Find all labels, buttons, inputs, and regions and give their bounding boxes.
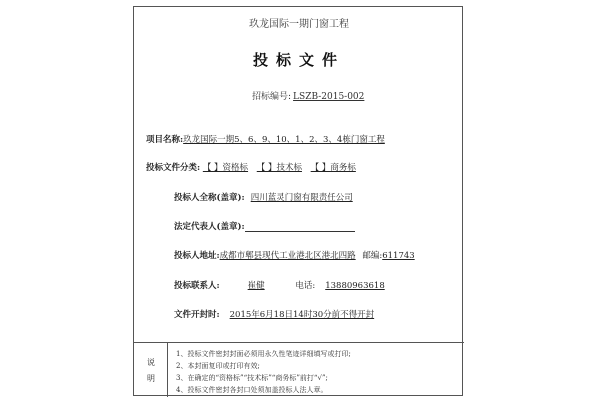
category-commercial: 【 】商务标 (310, 163, 356, 173)
document-page (133, 6, 463, 396)
opening-label: 文件开封时: (174, 310, 220, 320)
bidder-label: 投标人全称(盖章): (174, 193, 245, 203)
notes-side (134, 343, 168, 397)
postcode-label: 邮编: (362, 251, 383, 261)
note-item: 1、投标文件密封封面必须用永久性笔迹详细填写或打印; (176, 350, 351, 358)
contact-row (174, 279, 395, 291)
notes-box (134, 342, 464, 397)
bid-number-value: LSZB-2015-002 (293, 92, 365, 102)
note-item: 2、本封面复印或打印有效; (176, 362, 260, 370)
contact-value: 崔健 (247, 281, 265, 291)
header-title: 玖龙国际一期门窗工程 (249, 19, 349, 30)
bidder-value: 四川蓝灵门窗有限责任公司 (250, 193, 353, 203)
bid-number-row (252, 89, 364, 102)
contact-label: 投标联系人: (174, 281, 220, 291)
bid-number-label: 招标编号: (252, 92, 292, 102)
note-item: 3、在确定的“资格标”“技术标”“商务标”前打“√”; (176, 374, 328, 382)
project-label: 项目名称: (146, 135, 184, 145)
address-label: 投标人地址: (174, 251, 220, 261)
category-qualification: 【 】资格标 (202, 163, 249, 173)
legal-rep-blank (245, 222, 355, 232)
project-row (146, 133, 385, 145)
opening-row (174, 308, 384, 320)
category-technical: 【 】技术标 (256, 163, 302, 173)
phone-label: 电话: (295, 281, 316, 291)
address-row (174, 249, 415, 261)
note-item: 4、投标文件密封各封口处须加盖投标人法人章。 (176, 386, 328, 394)
address-value: 成都市郫县现代工业港北区港北四路 (219, 251, 356, 261)
project-value: 玖龙国际一期5、6、9、10、1、2、3、4栋门窗工程 (183, 135, 385, 145)
main-title: 投标文件 (252, 51, 345, 69)
notes-side-char-1: 说 (147, 358, 155, 367)
notes-side-char-2: 明 (147, 374, 155, 383)
postcode-value: 611743 (382, 251, 415, 261)
bidder-row (174, 191, 359, 203)
category-row (146, 161, 356, 173)
category-label: 投标文件分类: (146, 163, 201, 173)
legal-rep-label: 法定代表人(盖章): (174, 222, 245, 232)
phone-value: 13880963618 (325, 281, 385, 291)
legal-rep-row (174, 220, 355, 232)
opening-value: 2015年6月18日14时30分前不得开封 (229, 310, 375, 320)
